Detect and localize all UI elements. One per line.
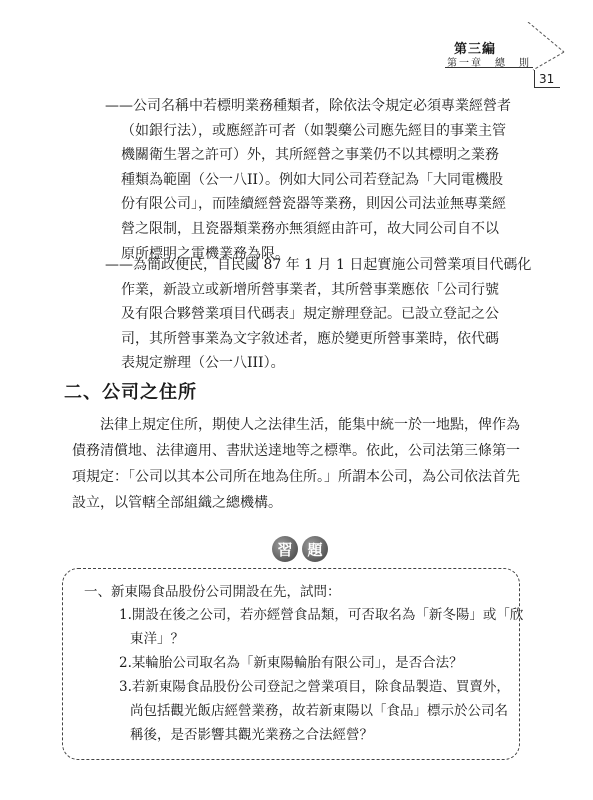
text-line: 種類為範圍（公一八II）。例如大同公司若登記為「大同電機股 <box>121 171 504 188</box>
text-line: 份有限公司」，而陸續經營瓷器等業務，則因公司法並無專業經 <box>121 196 506 213</box>
text-line: 營之限制，且瓷器類業務亦無須經由許可，故大同公司自不以 <box>121 220 499 237</box>
exercise-subquestion-1 <box>119 603 524 651</box>
exercise-badge <box>268 534 332 564</box>
text-line: ——為簡政便民，自民國 87 年 1 月 1 日起實施公司營業項目代碼化 <box>105 257 532 273</box>
text-line: 設立，以管轄全部組織之總機構。 <box>72 495 282 511</box>
text-line: 2.某輪胎公司取名為「新東陽輪胎有限公司」，是否合法？ <box>119 655 463 671</box>
text-line: 法律上規定住所，期使人之法律生活，能集中統一於一地點，俾作為 <box>100 417 520 433</box>
text-line: 作業，新設立或新增所營事業者，其所營事業應依「公司行號 <box>121 281 499 298</box>
text-line: 及有限合夥營業項目代碼表」規定辦理登記。已設立登記之公 <box>121 306 499 323</box>
page-corner-decoration <box>520 22 565 72</box>
text-line: 債務清償地、法律適用、書狀送達地等之標準。依此，公司法第三條第一 <box>72 443 520 459</box>
exercise-subquestion-3 <box>119 675 509 747</box>
text-line: 表規定辦理（公一八III）。 <box>121 355 285 372</box>
body-paragraph <box>72 412 532 516</box>
text-line: （如銀行法），或應經許可者（如製藥公司應先經目的事業主管 <box>121 122 506 139</box>
text-line: 稱後，是否影響其觀光業務之合法經營？ <box>130 727 373 743</box>
text-line: 尚包括觀光飯店經營業務，故若新東陽以「食品」標示於公司名 <box>130 703 508 719</box>
text-line: 司，其所營事業為文字敘述者，應於變更所營事業時，依代碼 <box>121 330 499 347</box>
part-label: 第三編 <box>454 42 497 57</box>
exercise-subquestion-2 <box>119 651 509 675</box>
text-line: 項規定：「公司以其本公司所在地為住所。」所謂本公司，為公司依法首先 <box>72 469 520 485</box>
chapter-label: 第一章 總 則 <box>447 58 531 69</box>
dash-item-company-name <box>105 94 530 266</box>
badge-char: 習 <box>272 536 298 562</box>
text-line: 機關衛生署之許可）外，其所經營之事業仍不以其標明之業務 <box>121 147 499 164</box>
exercise-question: 一、新東陽食品股份公司開設在先，試問： <box>84 584 341 600</box>
text-line: 3.若新東陽食品股份公司登記之營業項目，除食品製造、買賣外， <box>119 679 510 695</box>
badge-char: 題 <box>302 536 328 562</box>
section-heading: 二、公司之住所 <box>64 382 197 403</box>
text-line: 1.開設在後之公司，若亦經營食品類，可否取名為「新冬陽」或「欣 <box>119 607 524 623</box>
text-line: 原所標明之電機業務為限。 <box>121 245 289 262</box>
text-line: 東洋」？ <box>130 631 184 647</box>
page-number: 31 <box>534 70 560 88</box>
dash-item-business-codes <box>105 253 530 376</box>
text-line: ——公司名稱中若標明業務種類者，除依法令規定必須專業經營者 <box>105 98 511 114</box>
